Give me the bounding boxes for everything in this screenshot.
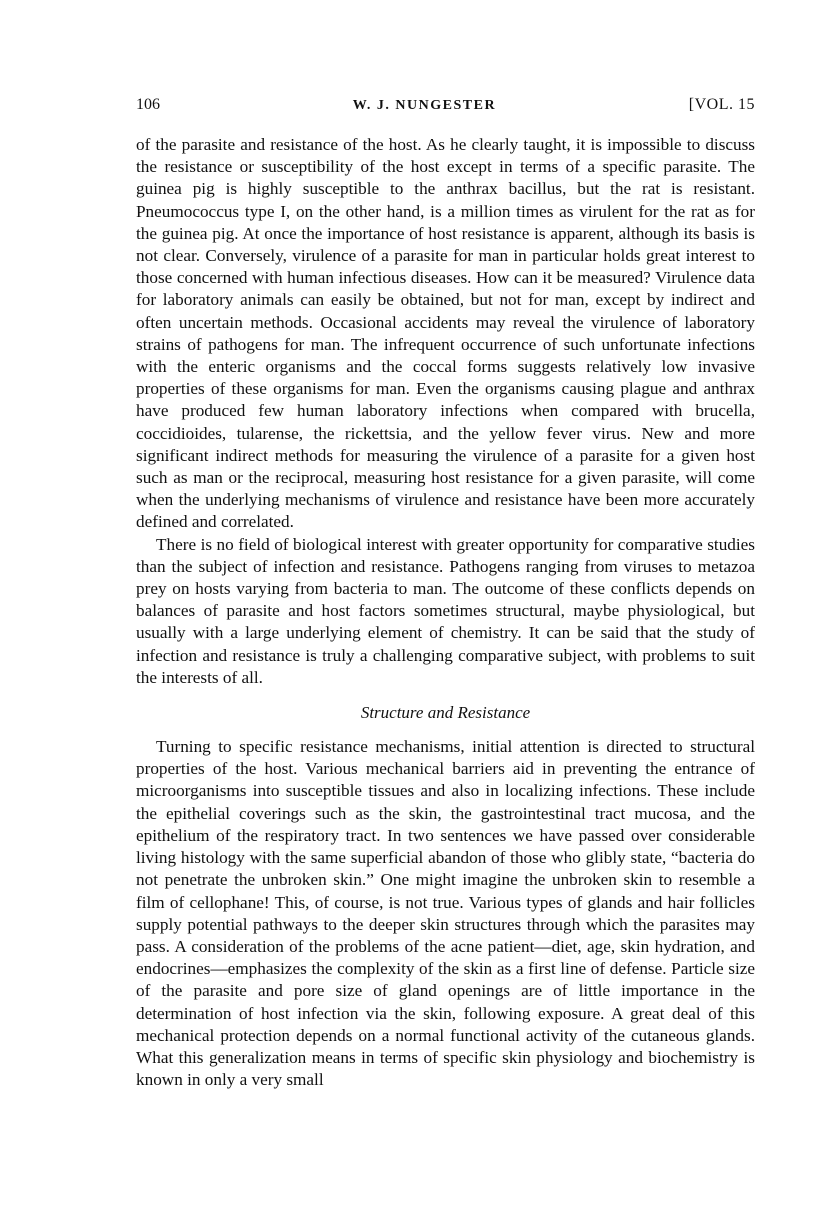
page-number: 106 [136,96,160,113]
running-head-volume: [VOL. 15 [688,96,755,113]
running-head [136,96,755,118]
page [136,96,755,1091]
body-paragraph-2: There is no field of biological interest with greater opportunity for comparative studies than the subject of infection and resistance. Pathogens ranging from viruses to metazoa prey on hosts varying from bacteria to man. The outcome of these conflicts depends on balances of parasite and host factors sometimes structural, maybe physiological, but usually with a large underlying element of chemistry. It can be said that the study of infection and resistance is truly a challenging comparative subject, with problems to suit the interests of all. [136,534,755,687]
section-heading: Structure and Resistance [360,703,531,723]
section-paragraph: Turning to specific resistance mechanisms, initial attention is directed to structural properties of the host. Various mechanical barriers aid in preventing the entrance of microorganisms into susceptible tissues and also in localizing infections. These include the epithelial coverings such as the skin, the gastrointestinal tract mucosa, and the epithelium of the respiratory tract. In two sentences we have passed over considerable living histology with the same superficial abandon of those who glibly state, “bacteria do not penetrate the unbroken skin.” One might imagine the unbroken skin to resemble a film of cellophane! This, of course, is not true. Various types of glands and hair follicles supply potential pathways to the deeper skin structures through which the parasites may pass. A consideration of the problems of the acne patient—diet, age, skin hydration, and endocrines—emphasizes the complexity of the skin as a first line of defense. Particle size of the parasite and pore size of gland openings are of little importance in the determination of host infection via the skin, following exposure. A great deal of this mechanical protection depends on a normal functional activity of the cutaneous glands. What this generalization means in terms of specific skin physiology and biochemistry is known in only a very small [136,737,755,1090]
running-head-author: W. J. NUNGESTER [352,98,497,113]
body-paragraph-1: of the parasite and resistance of the host. As he clearly taught, it is impossible to discuss the resistance or susceptibility of the host except in terms of a specific parasite. The guinea pig is highly susceptible to the anthrax bacillus, but the rat is resistant. Pneumococcus type I, on the other hand, is a million times as virulent for the rat as for the guinea pig. At once the importance of host resistance is apparent, although its basis is not clear. Conversely, virulence of a parasite for man in particular holds great interest to those concerned with human infectious diseases. How can it be measured? Virulence data for laboratory animals can easily be obtained, but not for man, except by indirect and often uncertain methods. Occasional accidents may reveal the virulence of laboratory strains of pathogens for man. The infrequent occurrence of such unfortunate infections with the enteric organisms and the coccal forms suggests relatively low invasive properties of these organisms for man. Even the organisms causing plague and anthrax have produced few human laboratory infections when compared with brucella, coccidioides, tularense, the rickettsia, and the yellow fever virus. New and more significant indirect methods for measuring the virulence of a parasite for a given host such as man or the reciprocal, measuring host resistance for a given parasite, will come when the underlying mechanisms of virulence and resistance have been more accurately defined and correlated. [136,135,755,532]
